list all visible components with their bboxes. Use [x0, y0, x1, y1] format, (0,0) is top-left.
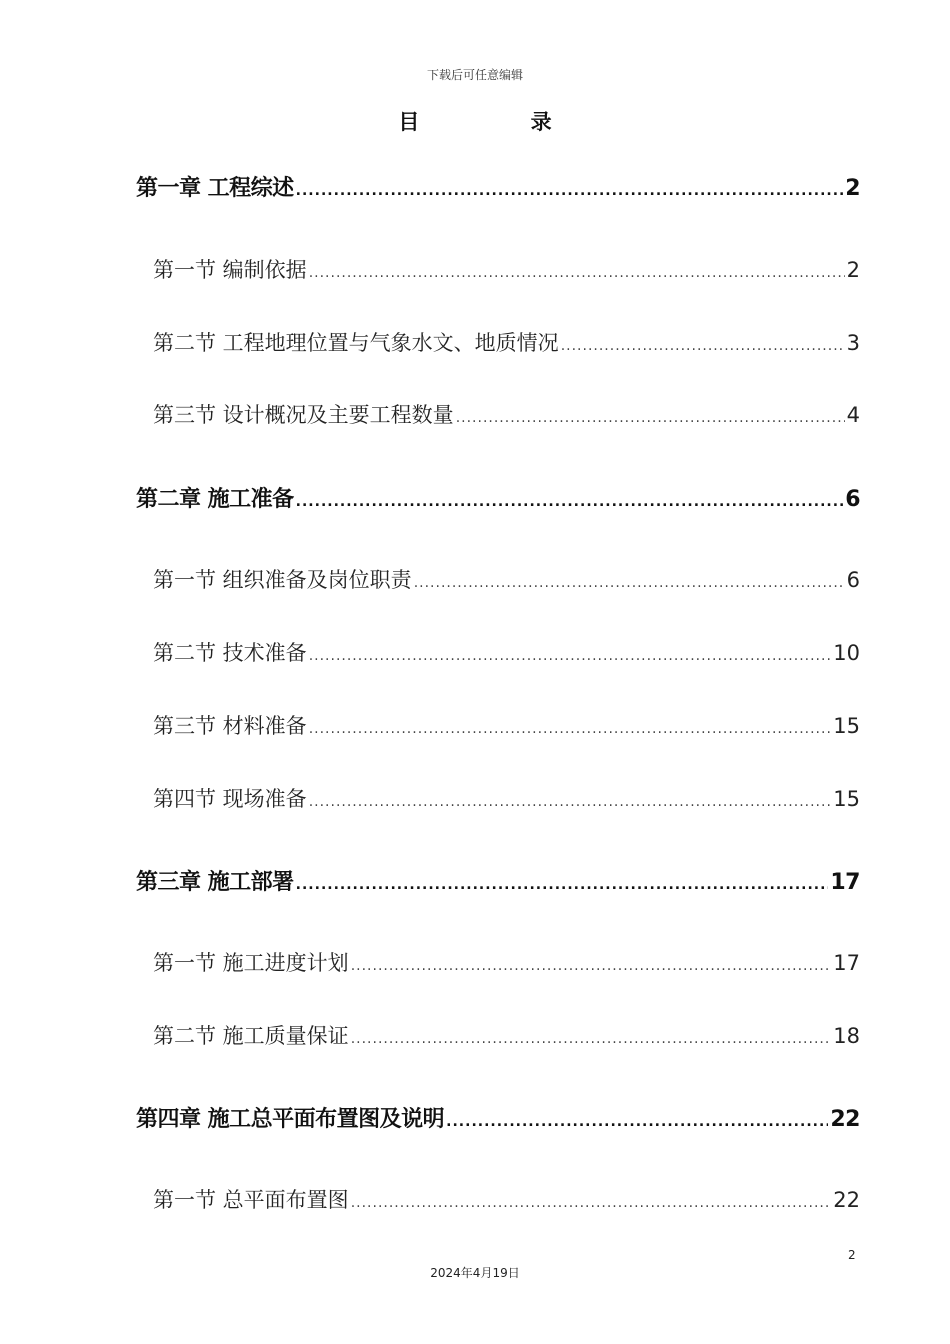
toc-section-3-1[interactable]	[153, 947, 860, 977]
toc-entry-page: 4	[846, 403, 860, 427]
toc-leader-dots	[296, 877, 829, 893]
toc-entry-page: 2	[846, 258, 860, 282]
page-header: 下载后可任意编辑	[426, 68, 523, 82]
toc-entry-label: 第一节 组织准备及岗位职责	[153, 568, 412, 592]
toc-leader-dots	[446, 1114, 828, 1130]
toc-leader-dots	[296, 494, 844, 510]
toc-entry-label: 第四节 现场准备	[153, 787, 307, 811]
toc-entry-label: 第三节 材料准备	[153, 714, 307, 738]
toc-section-1-1[interactable]	[153, 254, 860, 284]
toc-entry-page: 15	[833, 714, 860, 738]
toc-leader-dots	[309, 794, 832, 810]
toc-entry-label: 第一节 总平面布置图	[153, 1188, 349, 1212]
toc-entry-label: 第三节 设计概况及主要工程数量	[153, 403, 454, 427]
toc-entry-page: 17	[833, 951, 860, 975]
toc-entry-page: 15	[833, 787, 860, 811]
toc-leader-dots	[456, 410, 845, 426]
toc-leader-dots	[351, 958, 832, 974]
toc-section-2-3[interactable]	[153, 710, 860, 740]
toc-entry-page: 22	[833, 1188, 860, 1212]
toc-section-2-1[interactable]	[153, 564, 860, 594]
toc-title: 目 录	[398, 110, 604, 134]
toc-chapter-1[interactable]	[136, 171, 860, 202]
toc-entry-page: 3	[846, 331, 860, 355]
toc-section-4-1[interactable]	[153, 1184, 860, 1214]
toc-entry-label: 第三章 施工部署	[136, 870, 294, 895]
toc-entry-label: 第二节 工程地理位置与气象水文、地质情况	[153, 331, 559, 355]
toc-entry-label: 第二节 技术准备	[153, 641, 307, 665]
toc-entry-page: 17	[830, 870, 860, 895]
toc-section-3-2[interactable]	[153, 1020, 860, 1050]
toc-entry-page: 6	[845, 487, 860, 512]
toc-leader-dots	[309, 721, 832, 737]
toc-section-1-3[interactable]	[153, 399, 860, 429]
toc-leader-dots	[351, 1031, 832, 1047]
toc-chapter-4[interactable]	[136, 1102, 860, 1133]
toc-section-1-2[interactable]	[153, 327, 860, 357]
toc-entry-label: 第一节 施工进度计划	[153, 951, 349, 975]
toc-leader-dots	[351, 1195, 832, 1211]
toc-entry-page: 18	[833, 1024, 860, 1048]
toc-leader-dots	[561, 338, 845, 354]
toc-section-2-4[interactable]	[153, 783, 860, 813]
page-footer-date: 2024年4月19日	[430, 1266, 520, 1280]
toc-chapter-3[interactable]	[136, 865, 860, 896]
toc-leader-dots	[296, 183, 844, 199]
toc-leader-dots	[414, 575, 845, 591]
toc-leader-dots	[309, 265, 845, 281]
toc-entry-page: 6	[846, 568, 860, 592]
toc-entry-label: 第二章 施工准备	[136, 487, 294, 512]
toc-section-2-2[interactable]	[153, 637, 860, 667]
toc-entry-page: 2	[845, 176, 860, 201]
toc-entry-page: 10	[833, 641, 860, 665]
toc-entry-label: 第一节 编制依据	[153, 258, 307, 282]
toc-entry-label: 第四章 施工总平面布置图及说明	[136, 1107, 445, 1132]
page-number: 2	[848, 1248, 856, 1262]
toc-entry-label: 第一章 工程综述	[136, 176, 294, 201]
toc-entry-page: 22	[830, 1107, 860, 1132]
toc-chapter-2[interactable]	[136, 482, 860, 513]
toc-entry-label: 第二节 施工质量保证	[153, 1024, 349, 1048]
toc-leader-dots	[309, 648, 832, 664]
